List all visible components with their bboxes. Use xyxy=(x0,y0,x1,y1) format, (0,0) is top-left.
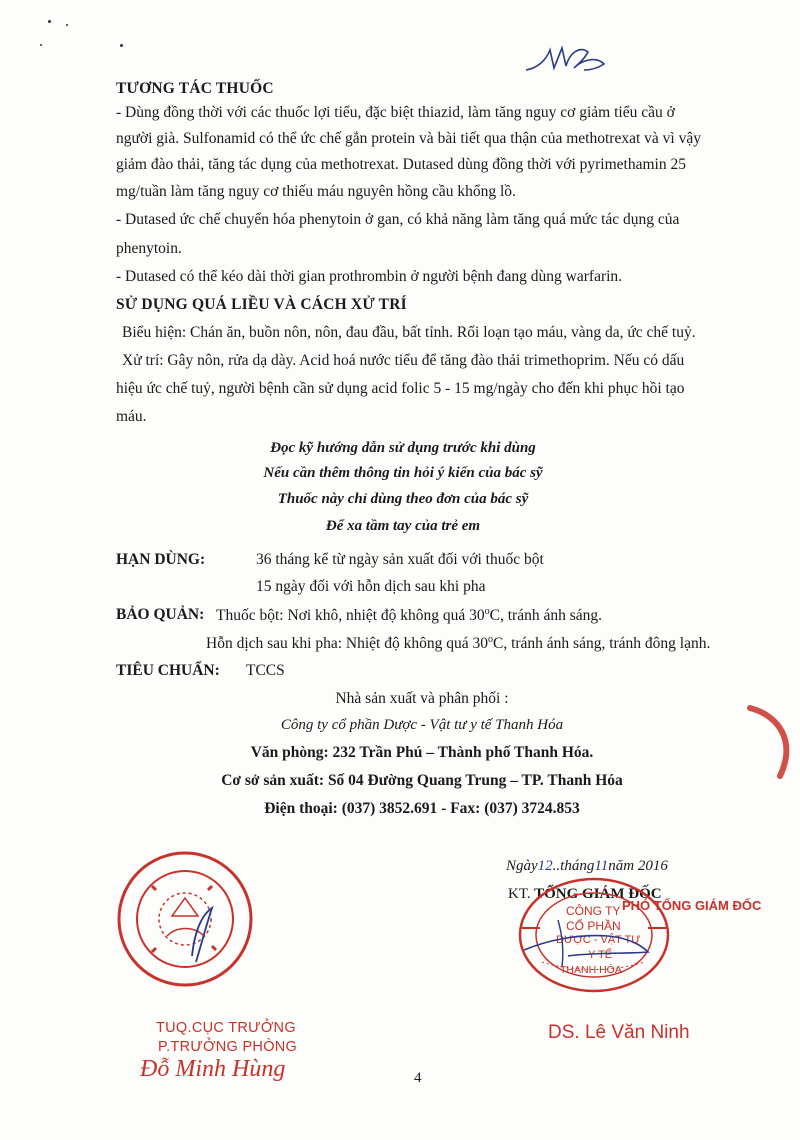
shelf-life-line-2: 15 ngày đối với hỗn dịch sau khi pha xyxy=(256,578,486,595)
right-signer-name: DS. Lê Văn Ninh xyxy=(548,1022,690,1043)
overdose-line: hiệu ức chế tuỷ, người bệnh cần sử dụng acid folic 5 - 15 mg/ngày cho đến khi phục hồi tạo xyxy=(116,380,685,397)
stamp-text-2: CỔ PHẦN xyxy=(566,919,621,933)
scan-speck xyxy=(120,44,123,47)
scan-speck xyxy=(40,44,42,46)
manufacturer-company: Công ty cổ phần Dược - Vật tư y tế Thanh Hóa xyxy=(280,717,564,733)
interaction-line: - Dùng đồng thời với các thuốc lợi tiểu, đặc biệt thiazid, làm tăng nguy cơ giảm tiểu cầu ở xyxy=(116,104,675,121)
interaction-line: mg/tuần làm tăng nguy cơ thiếu máu nguyên hồng cầu khổng lồ. xyxy=(116,183,516,200)
stamp-text-5: THANH HÓA xyxy=(560,964,622,976)
scan-speck xyxy=(66,24,68,26)
warning-line: Thuốc này chỉ dùng theo đơn của bác sỹ xyxy=(277,491,529,507)
manufacturer-intro: Nhà sản xuất và phân phối : xyxy=(335,690,509,707)
signature-scribble xyxy=(518,900,658,980)
stamp-text-3: DƯỢC - VẬT TƯ xyxy=(556,934,641,946)
deputy-director-title: PHÓ TỔNG GIÁM ĐỐC xyxy=(622,898,762,913)
left-sign-title-1: TUQ.CỤC TRƯỞNG xyxy=(156,1020,296,1036)
standard-label: TIÊU CHUẨN: xyxy=(116,662,220,679)
left-sign-title-2: P.TRƯỞNG PHÒNG xyxy=(158,1039,298,1055)
overdose-line: máu. xyxy=(116,408,147,425)
manufacturer-phone: Điện thoại: (037) 3852.691 - Fax: (037) 3724.853 xyxy=(264,800,580,817)
degree-mark: o xyxy=(487,634,493,645)
shelf-life-label: HẠN DÙNG: xyxy=(116,551,206,568)
interaction-line: giảm đào thải, tăng tác dụng của methotrexat. Dutased dùng đồng thời với pyrimethamin 25 xyxy=(116,156,686,173)
director-title: KT. TỔNG GIÁM ĐỐC xyxy=(508,886,662,902)
date-line: Ngày12..tháng11năm 2016 xyxy=(506,858,668,874)
degree-mark: o xyxy=(484,606,490,617)
storage-line-2: Hỗn dịch sau khi pha: Nhiệt độ không quá 30$^o$C, tránh ánh sáng, tránh đông lạnh. xyxy=(206,634,711,653)
standard-value: TCCS xyxy=(246,662,285,679)
section-title-interactions: TƯƠNG TÁC THUỐC xyxy=(116,80,274,97)
initials-mark xyxy=(518,38,618,80)
interaction-line: phenytoin. xyxy=(116,240,182,257)
manufacturer-office: Văn phòng: 232 Trần Phú – Thành phố Thanh Hóa. xyxy=(250,744,594,761)
manufacturer-factory: Cơ sở sản xuất: Số 04 Đường Quang Trung – TP. Thanh Hóa xyxy=(221,772,623,789)
scan-speck xyxy=(48,20,51,23)
interaction-line: - Dutased ức chế chuyển hóa phenytoin ở gan, có khả năng làm tăng quá mức tác dụng của xyxy=(116,211,680,228)
left-signer-name: Đỗ Minh Hùng xyxy=(140,1056,286,1082)
shelf-life-line-1: 36 tháng kể từ ngày sản xuất đối với thuốc bột xyxy=(256,551,544,568)
storage-line-1: Thuốc bột: Nơi khô, nhiệt độ không quá 30$^o$C, tránh ánh sáng. xyxy=(216,606,603,625)
storage-label: BẢO QUẢN: xyxy=(116,606,205,623)
interaction-line: người già. Sulfonamid có thể ức chế gắn protein và bài tiết qua thận của methotrexat và vì vậy xyxy=(116,130,701,147)
overdose-line: Biểu hiện: Chán ăn, buồn nôn, nôn, đau đầu, bất tỉnh. Rối loạn tạo máu, vàng da, ức chế tuỷ. xyxy=(122,324,696,341)
stamp-text-1: CÔNG TY xyxy=(566,904,621,918)
warning-line: Để xa tầm tay của trẻ em xyxy=(325,518,481,534)
page-number: 4 xyxy=(414,1070,422,1086)
edge-stamp-arc xyxy=(740,702,800,782)
ministry-stamp xyxy=(112,846,258,992)
interaction-line: - Dutased có thể kéo dài thời gian prothrombin ở người bệnh đang dùng warfarin. xyxy=(116,268,623,285)
section-title-overdose: SỬ DỤNG QUÁ LIỀU VÀ CÁCH XỬ TRÍ xyxy=(116,296,407,313)
overdose-line: Xử trí: Gây nôn, rửa dạ dày. Acid hoá nước tiểu để tăng đào thải trimethoprim. Nếu có dấu xyxy=(122,352,685,369)
warning-line: Đọc kỹ hướng dẫn sử dụng trước khi dùng xyxy=(270,440,536,456)
warning-line: Nếu cần thêm thông tin hỏi ý kiến của bác sỹ xyxy=(263,465,543,481)
stamp-text-4: Y TẾ xyxy=(588,949,613,961)
